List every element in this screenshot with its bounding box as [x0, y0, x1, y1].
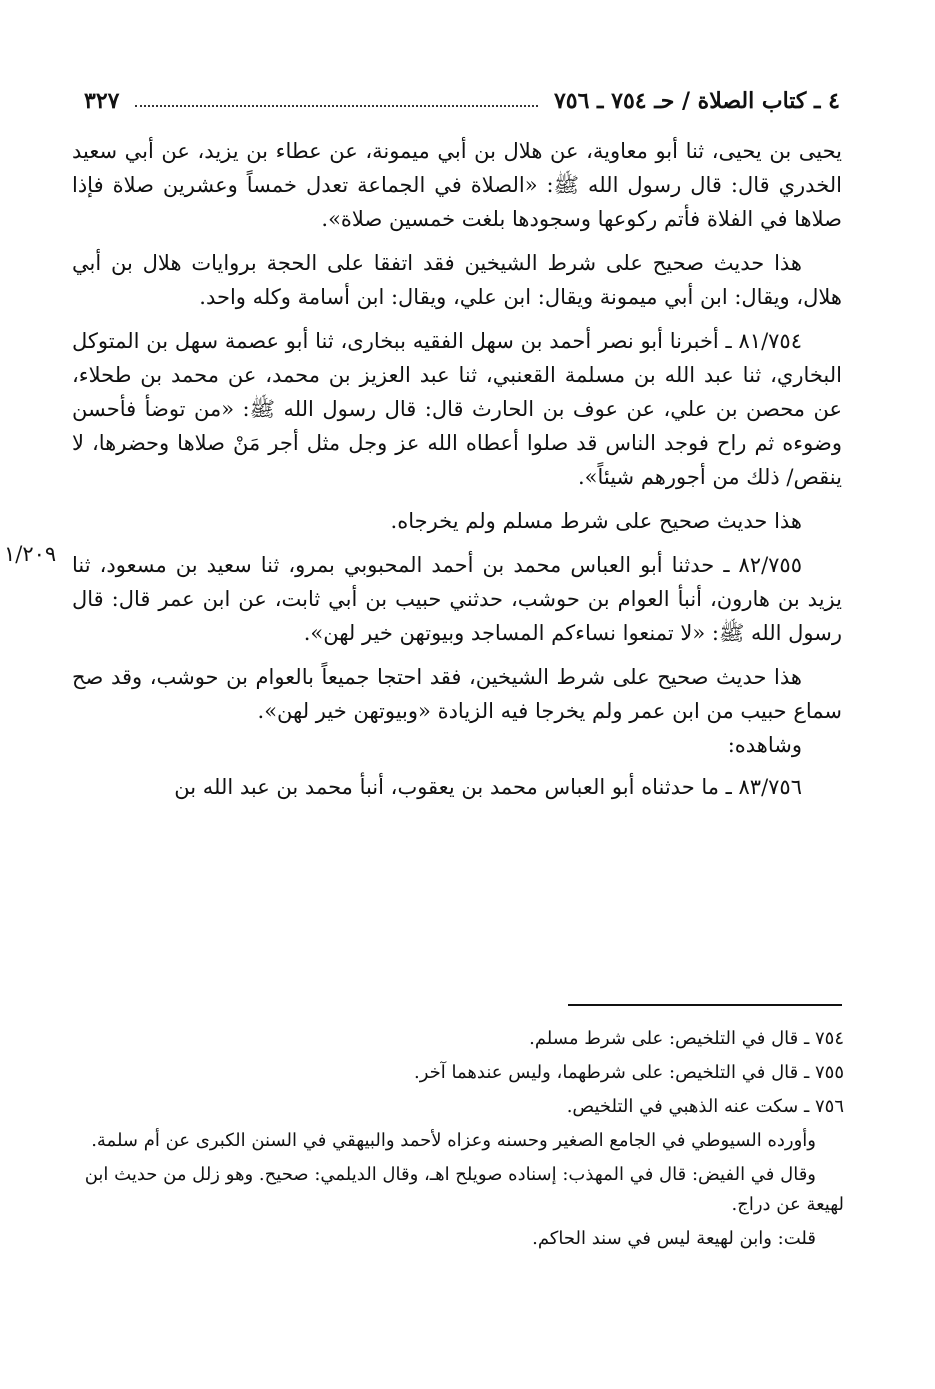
- footnote-separator: [568, 1004, 842, 1006]
- page-number: ٣٢٧: [84, 88, 120, 114]
- paragraph: وشاهده:: [727, 733, 802, 757]
- footnote-continuation: وأورده السيوطي في الجامع الصغير وحسنه وعزاه لأحمد والبيهقي في السنن الكبرى عن أم سلمة.: [91, 1130, 816, 1151]
- running-header: [84, 84, 840, 118]
- footnote: ٧٥٥ ـ قال في التلخيص: على شرطهما، وليس عندهما آخر.: [414, 1062, 844, 1083]
- running-title: ٤ ـ كتاب الصلاة / حـ ٧٥٤ ـ ٧٥٦: [553, 88, 840, 114]
- footnote: ٧٥٤ ـ قال في التلخيص: على شرط مسلم.: [529, 1028, 844, 1049]
- paragraph: هذا حديث صحيح على شرط الشيخين فقد اتفقا على الحجة بروايات هلال بن أبي هلال، ويقال: ابن أبي ميمونة ويقال: ابن علي، ويقال: ابن أسامة وكله واحد.: [72, 251, 842, 309]
- footnote-continuation: قلت: وابن لهيعة ليس في سند الحاكم.: [532, 1228, 816, 1249]
- header-leader-dots: [135, 105, 537, 107]
- footnotes: [72, 1024, 844, 1258]
- footnote-continuation: وقال في الفيض: قال في المهذب: إسناده صويلح اهـ، وقال الديلمي: صحيح. وهو زلل من حديث ابن لهيعة عن دراج.: [84, 1164, 844, 1215]
- footnote: ٧٥٦ ـ سكت عنه الذهبي في التلخيص.: [566, 1096, 844, 1117]
- hadith-paragraph: ٨١/٧٥٤ ـ أخبرنا أبو نصر أحمد بن سهل الفقيه ببخارى، ثنا أبو عصمة سهل بن المتوكل البخاري، ثنا عبد الله بن مسلمة القعنبي، ثنا عبد العزيز بن محمد، عن محمد بن طحلاء، عن محصن بن علي، عن عوف بن الحارث قال: قال رسول الله ﷺ: «من توضأ فأحسن وضوءه ثم راح فوجد الناس قد صلوا أعطاه الله عز وجل مثل أجر مَنْ صلاها وحضرها، لا ينقص/ ذلك من أجورهم شيئاً».: [72, 329, 842, 489]
- paragraph: هذا حديث صحيح على شرط مسلم ولم يخرجاه.: [390, 509, 802, 533]
- hadith-paragraph: ٨٣/٧٥٦ ـ ما حدثناه أبو العباس محمد بن يعقوب، أنبأ محمد بن عبد الله بن: [174, 775, 802, 799]
- main-text: [72, 134, 842, 814]
- paragraph: هذا حديث صحيح على شرط الشيخين، فقد احتجا جميعاً بالعوام بن حوشب، وقد صح سماع حبيب من ابن عمر ولم يخرجا فيه الزيادة «وبيوتهن خير لهن».: [72, 665, 842, 723]
- paragraph: يحيى بن يحيى، ثنا أبو معاوية، عن هلال بن أبي ميمونة، عن عطاء بن يزيد، عن أبي سعيد الخدري قال: قال رسول الله ﷺ: «الصلاة في الجماعة تعدل خمساً وعشرين صلاة فإذا صلاها في الفلاة فأتم ركوعها وسجودها بلغت خمسين صلاة».: [72, 139, 842, 231]
- hadith-paragraph: ٨٢/٧٥٥ ـ حدثنا أبو العباس محمد بن أحمد المحبوبي بمرو، ثنا سعيد بن مسعود، ثنا يزيد بن هارون، أنبأ العوام بن حوشب، حدثني حبيب بن أبي ثابت، عن ابن عمر قال: قال رسول الله ﷺ: «لا تمنعوا نساءكم المساجد وبيوتهن خير لهن».: [72, 553, 842, 645]
- margin-reference: ١/٢٠٩: [4, 542, 57, 566]
